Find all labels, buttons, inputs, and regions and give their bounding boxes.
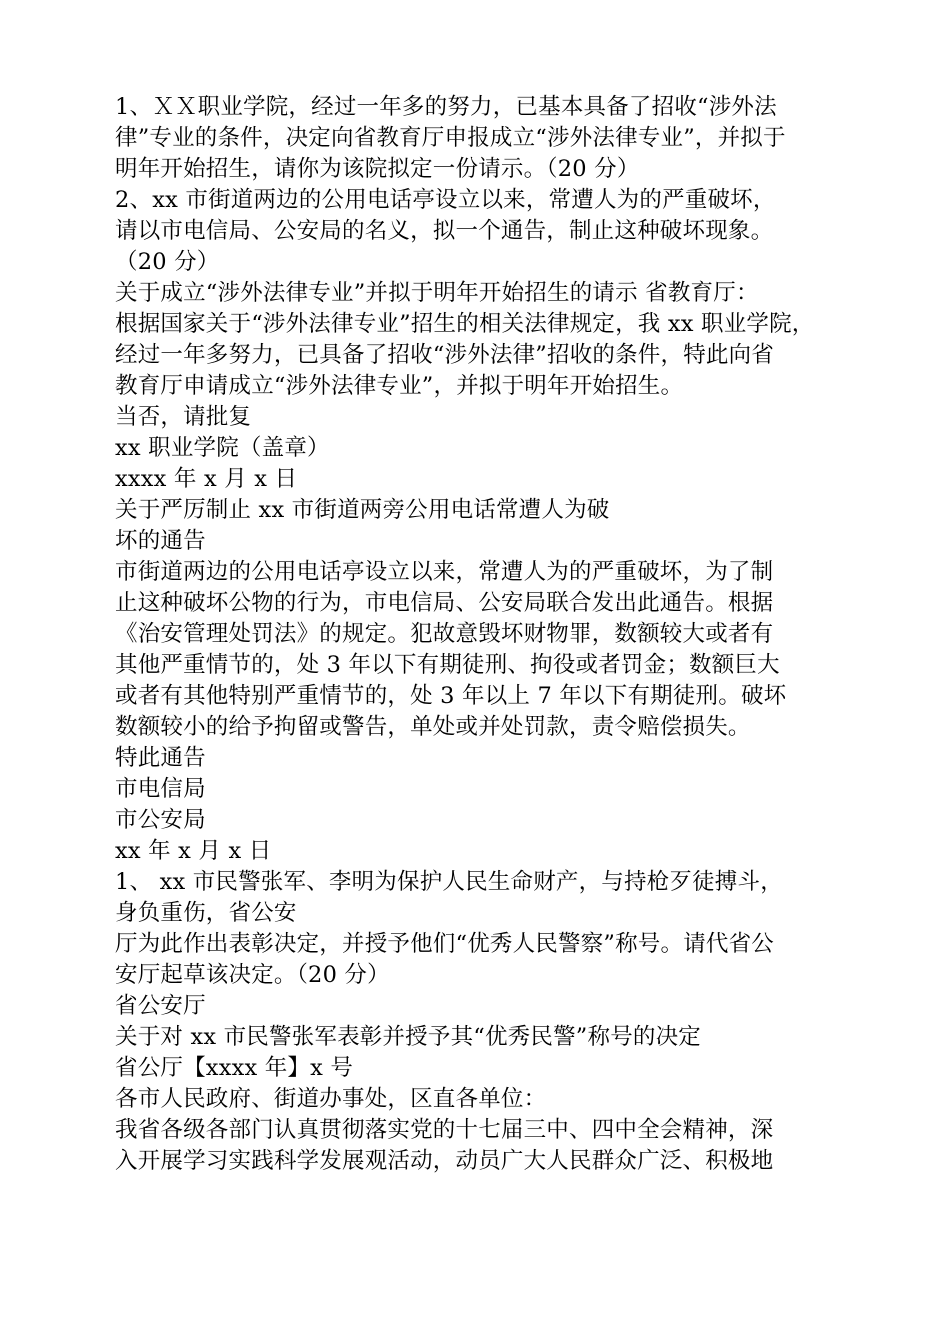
text-line: 安厅起草该决定。（20 分）: [115, 962, 390, 988]
text-line: 当否，请批复: [115, 404, 252, 430]
text-line: 市街道两边的公用电话亭设立以来，常遭人为的严重破坏，为了制: [115, 559, 774, 585]
text-line: 入开展学习实践科学发展观活动，动员广大人民群众广泛、积极地: [115, 1148, 774, 1174]
text-line: 坏的通告: [115, 528, 206, 554]
text-line: 关于对 xx 市民警张军表彰并授予其“优秀民警”称号的决定: [115, 1024, 701, 1050]
text-line: 市电信局: [115, 776, 206, 802]
text-line: xx 年 x 月 x 日: [115, 838, 272, 864]
text-line: 2、xx 市街道两边的公用电话亭设立以来，常遭人为的严重破坏，: [115, 187, 776, 213]
text-line: 省公安厅: [115, 993, 206, 1019]
text-line: 关于成立“涉外法律专业”并拟于明年开始招生的请示 省教育厅：: [115, 280, 759, 306]
text-line: 止这种破坏公物的行为，市电信局、公安局联合发出此通告。根据: [115, 590, 774, 616]
text-line: 根据国家关于“涉外法律专业”招生的相关法律规定，我 xx 职业学院，: [115, 311, 815, 337]
text-line: 1、ＸＸ职业学院，经过一年多的努力，已基本具备了招收“涉外法: [115, 94, 777, 120]
text-line: 省公厅【xxxx 年】x 号: [115, 1055, 354, 1081]
text-line: 身负重伤，省公安: [115, 900, 297, 926]
text-line: 数额较小的给予拘留或警告，单处或并处罚款，责令赔偿损失。: [115, 714, 751, 740]
text-line: 特此通告: [115, 745, 206, 771]
text-line: 其他严重情节的，处 3 年以下有期徒刑、拘役或者罚金；数额巨大: [115, 652, 780, 678]
text-line: 明年开始招生，请你为该院拟定一份请示。（20 分）: [115, 156, 640, 182]
document-page: [115, 92, 835, 1177]
text-line: 各市人民政府、街道办事处，区直各单位：: [115, 1086, 547, 1112]
text-line: 律”专业的条件，决定向省教育厅申报成立“涉外法律专业”，并拟于: [115, 125, 786, 151]
text-line: 教育厅申请成立“涉外法律专业”，并拟于明年开始招生。: [115, 373, 684, 399]
text-line: 经过一年多努力，已具备了招收“涉外法律”招收的条件，特此向省: [115, 342, 775, 368]
text-line: xx 职业学院（盖章）: [115, 435, 330, 461]
text-line: （20 分）: [115, 249, 220, 275]
text-line: 我省各级各部门认真贯彻落实党的十七届三中、四中全会精神，深: [115, 1117, 774, 1143]
text-line: 厅为此作出表彰决定，并授予他们“优秀人民警察”称号。请代省公: [115, 931, 775, 957]
text-line: 关于严厉制止 xx 市街道两旁公用电话常遭人为破: [115, 497, 610, 523]
text-line: 《治安管理处罚法》的规定。犯故意毁坏财物罪，数额较大或者有: [115, 621, 774, 647]
text-line: 市公安局: [115, 807, 206, 833]
text-line: 1、 xx 市民警张军、李明为保护人民生命财产，与持枪歹徒搏斗，: [115, 869, 783, 895]
text-line: 请以市电信局、公安局的名义，拟一个通告，制止这种破坏现象。: [115, 218, 774, 244]
text-line: xxxx 年 x 月 x 日: [115, 466, 298, 492]
text-line: 或者有其他特别严重情节的，处 3 年以上 7 年以下有期徒刑。破坏: [115, 683, 787, 709]
